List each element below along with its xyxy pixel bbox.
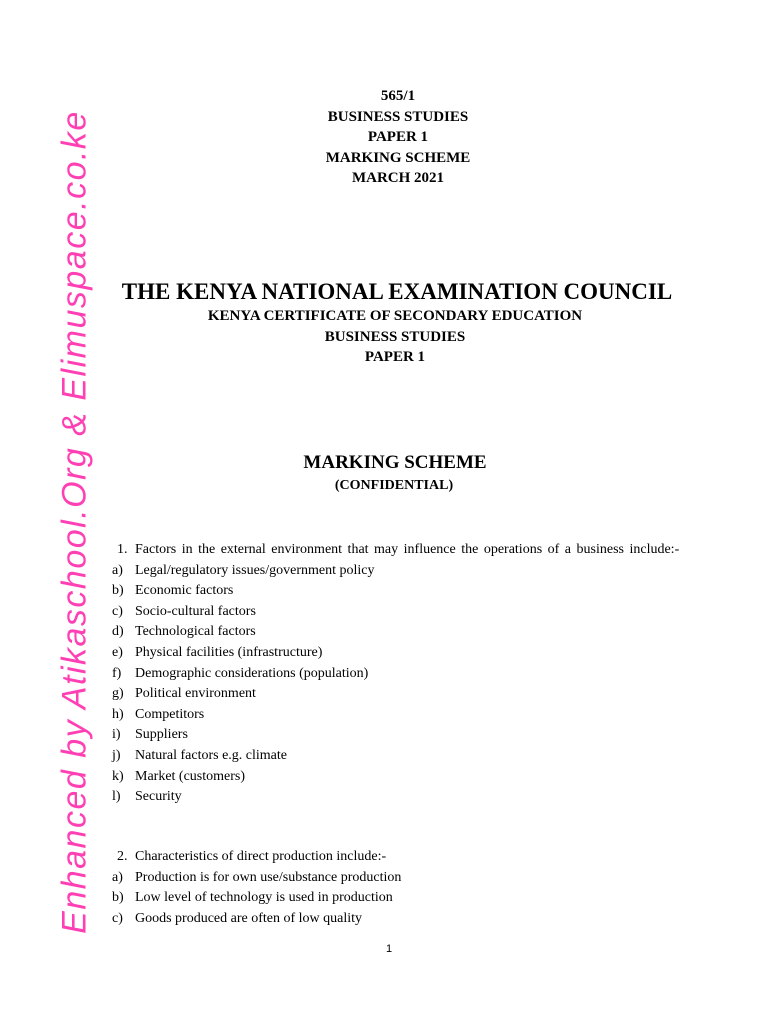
item-letter: f)	[112, 665, 122, 681]
answer-list	[88, 561, 688, 808]
item-text: Demographic considerations (population)	[135, 665, 369, 681]
item-letter: k)	[112, 768, 124, 784]
item-letter: e)	[112, 644, 123, 660]
item-text: Security	[135, 789, 182, 805]
document-header	[0, 86, 768, 189]
answer-list	[88, 868, 688, 930]
list-item	[88, 725, 688, 746]
header-paper: PAPER 1	[367, 129, 429, 145]
item-text: Low level of technology is used in production	[135, 890, 393, 906]
item-text: Technological factors	[135, 624, 256, 640]
item-text: Socio-cultural factors	[135, 603, 256, 619]
item-letter: g)	[112, 686, 124, 702]
question-2	[88, 847, 688, 929]
list-item	[88, 767, 688, 788]
item-text: Physical facilities (infrastructure)	[135, 644, 323, 660]
item-letter: c)	[112, 603, 123, 619]
list-item	[88, 622, 688, 643]
paper-code: 565/1	[380, 88, 416, 104]
scheme-block	[0, 450, 768, 496]
list-item	[88, 602, 688, 623]
item-text: Suppliers	[135, 727, 188, 743]
item-text: Economic factors	[135, 583, 234, 599]
list-item	[88, 684, 688, 705]
item-letter: i)	[112, 727, 121, 743]
item-letter: l)	[112, 789, 121, 805]
confidential-label: (CONFIDENTIAL)	[334, 478, 454, 493]
list-item	[88, 746, 688, 767]
question-number: 1.	[117, 542, 128, 557]
item-letter: b)	[112, 890, 124, 906]
list-item	[88, 581, 688, 602]
list-item	[88, 643, 688, 664]
header-subject: BUSINESS STUDIES	[327, 108, 469, 125]
council-paper: PAPER 1	[364, 349, 426, 365]
question-1	[88, 540, 688, 808]
council-name: THE KENYA NATIONAL EXAMINATION COUNCIL	[121, 279, 673, 304]
item-text: Political environment	[135, 686, 256, 702]
list-item	[88, 787, 688, 808]
page-number: 1	[385, 943, 393, 955]
council-subject: BUSINESS STUDIES	[324, 328, 466, 345]
list-item	[88, 561, 688, 582]
item-text: Production is for own use/substance production	[135, 869, 402, 885]
item-letter: a)	[112, 869, 123, 885]
item-text: Competitors	[135, 706, 205, 722]
council-block	[0, 278, 768, 368]
list-item	[88, 705, 688, 726]
item-letter: h)	[112, 706, 124, 722]
certificate-name: KENYA CERTIFICATE OF SECONDARY EDUCATION	[207, 308, 583, 324]
item-text: Market (customers)	[135, 768, 246, 784]
item-text: Natural factors e.g. climate	[135, 747, 287, 763]
watermark-text: Enhanced by Atikaschool.Org & Elimuspace.co.ke	[55, 110, 94, 934]
item-letter: j)	[112, 747, 121, 763]
question-text: Characteristics of direct production include:-	[135, 849, 387, 864]
item-text: Legal/regulatory issues/government policy	[135, 562, 375, 578]
item-letter: b)	[112, 583, 124, 599]
list-item	[88, 909, 688, 930]
item-text: Goods produced are often of low quality	[135, 910, 363, 926]
question-2-stem	[88, 847, 688, 868]
item-letter: c)	[112, 910, 123, 926]
question-1-stem	[88, 540, 688, 561]
header-doc-type: MARKING SCHEME	[325, 149, 471, 166]
question-text: Factors in the external environment that may influence the operations of a business include:-	[135, 542, 680, 557]
scheme-title: MARKING SCHEME	[303, 452, 487, 473]
item-letter: d)	[112, 624, 124, 640]
item-letter: a)	[112, 562, 123, 578]
question-number: 2.	[117, 849, 128, 864]
list-item	[88, 868, 688, 889]
header-date: MARCH 2021	[351, 170, 445, 186]
list-item	[88, 888, 688, 909]
list-item	[88, 664, 688, 685]
